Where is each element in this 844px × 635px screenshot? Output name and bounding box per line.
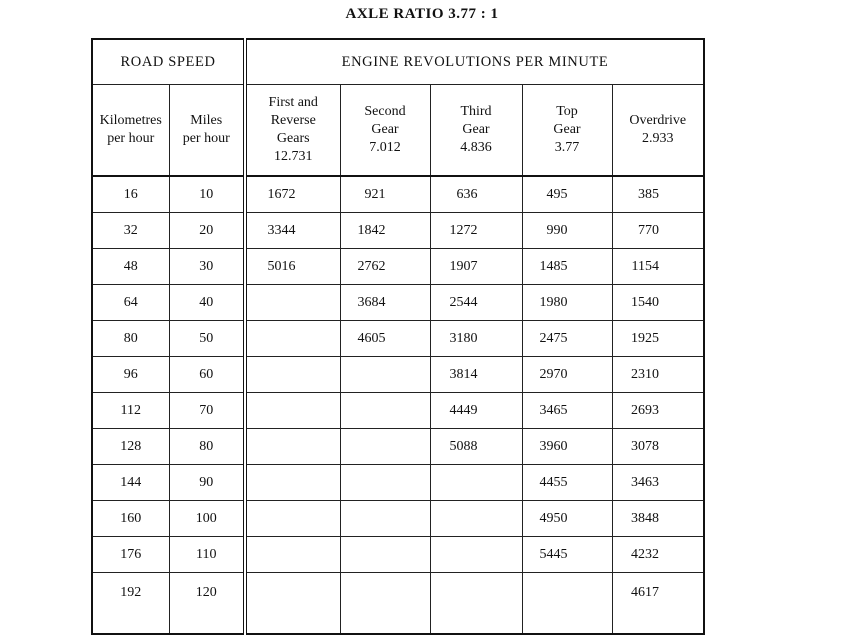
column-header-kmh xyxy=(92,85,169,177)
cell-first-reverse: 3344 xyxy=(245,213,340,249)
column-header-first-reverse xyxy=(245,85,340,177)
cell-overdrive: 3848 xyxy=(612,501,704,537)
column-header-line: 3.77 xyxy=(554,140,580,155)
table-row xyxy=(92,429,704,465)
cell-top: 1980 xyxy=(522,285,612,321)
column-header-line: per hour xyxy=(107,131,155,146)
cell-third xyxy=(430,501,522,537)
cell-third: 636 xyxy=(430,176,522,213)
cell-top: 495 xyxy=(522,176,612,213)
table-row xyxy=(92,465,704,501)
column-header-line: Overdrive xyxy=(629,113,687,128)
cell-overdrive: 770 xyxy=(612,213,704,249)
cell-second xyxy=(340,465,430,501)
cell-mph: 60 xyxy=(169,357,245,393)
cell-mph: 20 xyxy=(169,213,245,249)
cell-second xyxy=(340,573,430,635)
cell-third: 5088 xyxy=(430,429,522,465)
cell-mph: 120 xyxy=(169,573,245,635)
cell-third: 3814 xyxy=(430,357,522,393)
cell-third: 4449 xyxy=(430,393,522,429)
table-row xyxy=(92,357,704,393)
engine-rpm-table xyxy=(91,38,705,635)
cell-first-reverse xyxy=(245,501,340,537)
table-row xyxy=(92,213,704,249)
cell-second xyxy=(340,429,430,465)
cell-overdrive: 3078 xyxy=(612,429,704,465)
cell-overdrive: 2693 xyxy=(612,393,704,429)
cell-kmh: 16 xyxy=(92,176,169,213)
column-header-line: 12.731 xyxy=(274,149,313,164)
table-row xyxy=(92,176,704,213)
cell-top: 3465 xyxy=(522,393,612,429)
cell-first-reverse: 1672 xyxy=(245,176,340,213)
cell-top: 4455 xyxy=(522,465,612,501)
cell-top: 3960 xyxy=(522,429,612,465)
column-header-line: Miles xyxy=(190,113,223,128)
cell-third: 2544 xyxy=(430,285,522,321)
cell-second: 3684 xyxy=(340,285,430,321)
cell-overdrive: 385 xyxy=(612,176,704,213)
cell-first-reverse xyxy=(245,465,340,501)
cell-first-reverse xyxy=(245,321,340,357)
column-header-line: Reverse xyxy=(270,113,316,128)
cell-third: 1907 xyxy=(430,249,522,285)
column-header-line: Second xyxy=(364,104,406,119)
cell-first-reverse xyxy=(245,429,340,465)
cell-kmh: 144 xyxy=(92,465,169,501)
cell-top: 4950 xyxy=(522,501,612,537)
cell-mph: 10 xyxy=(169,176,245,213)
cell-second xyxy=(340,501,430,537)
cell-overdrive: 3463 xyxy=(612,465,704,501)
column-header-line: per hour xyxy=(182,131,230,146)
cell-mph: 110 xyxy=(169,537,245,573)
cell-second: 921 xyxy=(340,176,430,213)
column-header-line: 7.012 xyxy=(369,140,401,155)
table-row xyxy=(92,321,704,357)
cell-third: 3180 xyxy=(430,321,522,357)
cell-kmh: 112 xyxy=(92,393,169,429)
column-header-overdrive xyxy=(612,85,704,177)
cell-first-reverse xyxy=(245,537,340,573)
cell-overdrive: 4617 xyxy=(612,573,704,635)
column-header-second xyxy=(340,85,430,177)
cell-third xyxy=(430,537,522,573)
cell-second xyxy=(340,357,430,393)
cell-overdrive: 2310 xyxy=(612,357,704,393)
cell-top: 1485 xyxy=(522,249,612,285)
cell-second: 1842 xyxy=(340,213,430,249)
cell-second: 4605 xyxy=(340,321,430,357)
cell-second xyxy=(340,537,430,573)
cell-second: 2762 xyxy=(340,249,430,285)
cell-first-reverse: 5016 xyxy=(245,249,340,285)
cell-third xyxy=(430,465,522,501)
cell-overdrive: 1154 xyxy=(612,249,704,285)
table-row xyxy=(92,501,704,537)
cell-kmh: 48 xyxy=(92,249,169,285)
column-header-line: Top xyxy=(556,104,578,119)
road-speed-header: ROAD SPEED xyxy=(92,39,245,85)
cell-first-reverse xyxy=(245,393,340,429)
cell-mph: 40 xyxy=(169,285,245,321)
table-row xyxy=(92,249,704,285)
cell-mph: 80 xyxy=(169,429,245,465)
table-row xyxy=(92,537,704,573)
cell-top: 5445 xyxy=(522,537,612,573)
cell-overdrive: 1540 xyxy=(612,285,704,321)
cell-kmh: 32 xyxy=(92,213,169,249)
cell-mph: 100 xyxy=(169,501,245,537)
cell-mph: 70 xyxy=(169,393,245,429)
table-body xyxy=(92,176,704,634)
cell-top: 990 xyxy=(522,213,612,249)
cell-mph: 50 xyxy=(169,321,245,357)
cell-first-reverse xyxy=(245,285,340,321)
cell-first-reverse xyxy=(245,357,340,393)
column-header-line: Third xyxy=(460,104,492,119)
cell-top: 2475 xyxy=(522,321,612,357)
column-header-third xyxy=(430,85,522,177)
table-title: AXLE RATIO 3.77 : 1 xyxy=(345,6,499,22)
column-header-mph xyxy=(169,85,245,177)
column-header-line: 2.933 xyxy=(642,131,674,146)
column-header-top xyxy=(522,85,612,177)
column-header-line: Gear xyxy=(371,122,399,137)
table-row xyxy=(92,393,704,429)
cell-top xyxy=(522,573,612,635)
cell-second xyxy=(340,393,430,429)
cell-kmh: 96 xyxy=(92,357,169,393)
cell-third: 1272 xyxy=(430,213,522,249)
table-row xyxy=(92,285,704,321)
cell-top: 2970 xyxy=(522,357,612,393)
cell-kmh: 128 xyxy=(92,429,169,465)
column-header-line: Gear xyxy=(553,122,581,137)
column-header-line: Gears xyxy=(276,131,310,146)
table-row xyxy=(92,573,704,635)
column-header-line: First and xyxy=(268,95,318,110)
cell-overdrive: 4232 xyxy=(612,537,704,573)
cell-overdrive: 1925 xyxy=(612,321,704,357)
column-header-line: Gear xyxy=(462,122,490,137)
cell-kmh: 80 xyxy=(92,321,169,357)
column-header-line: 4.836 xyxy=(460,140,492,155)
column-header-row xyxy=(92,85,704,177)
cell-kmh: 160 xyxy=(92,501,169,537)
cell-mph: 90 xyxy=(169,465,245,501)
cell-mph: 30 xyxy=(169,249,245,285)
cell-third xyxy=(430,573,522,635)
column-header-line: Kilometres xyxy=(99,113,162,128)
engine-rev-header: ENGINE REVOLUTIONS PER MINUTE xyxy=(245,39,704,85)
cell-kmh: 176 xyxy=(92,537,169,573)
cell-first-reverse xyxy=(245,573,340,635)
cell-kmh: 192 xyxy=(92,573,169,635)
cell-kmh: 64 xyxy=(92,285,169,321)
